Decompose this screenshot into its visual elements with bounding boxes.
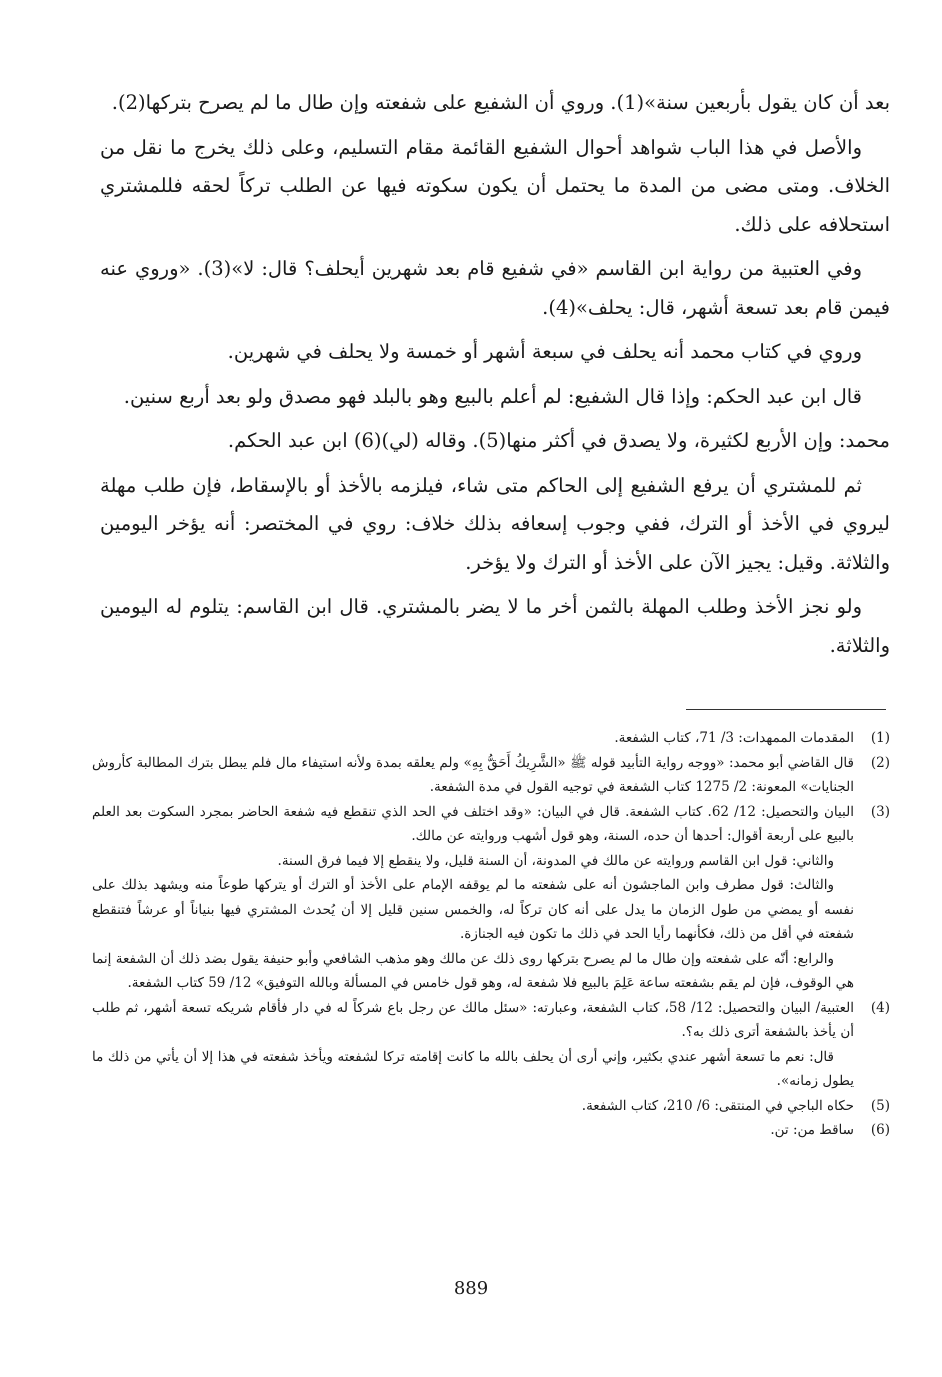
footnote-body xyxy=(92,1118,854,1143)
footnote-body xyxy=(92,1094,854,1119)
footnote-text: والثالث: قول مطرف وابن الماجشون أنه على شفعته ما لم يوقفه الإمام على الأخذ أو الترك أو يتركها طوعاً منه ويشهد بذلك على نفسه أو يمضي من طول الزمان ما يدل على أنه كان تركاً له، والخمس سنين قليل إلا أن يُحدث المشتري فيها بنياناً أو عرشاً فتنقطع شفعته في أقل من ذلك، فكأنهما رأيا الحد في ذلك ما تكون فيه الجنازة. xyxy=(92,877,854,942)
footnote-text: العتبية/ البيان والتحصيل: 12/ 58، كتاب الشفعة، وعبارته: «سئل مالك عن رجل باع شركاً له في دار فأقام شريكه تسعة أشهر، ثم طلب أن يأخذ بالشفعة أترى ذلك به؟. xyxy=(92,999,855,1040)
footnote xyxy=(92,751,890,800)
footnote-number: (2) xyxy=(870,754,890,771)
body-paragraph: والأصل في هذا الباب شواهد أحوال الشفيع القائمة مقام التسليم، وعلى ذلك يخرج ما نقل من الخلاف. ومتى مضى من المدة ما يحتمل أن يكون سكوته فيها عن الطلب تركاً لحقه فللمشتري استحلافه على ذلك. xyxy=(100,135,890,236)
footnote-body xyxy=(92,726,854,751)
body-paragraph: وروي في كتاب محمد أنه يحلف في سبعة أشهر أو خمسة ولا يحلف في شهرين. xyxy=(227,340,862,363)
footnote-number: (3) xyxy=(870,803,890,820)
footnote-number: (5) xyxy=(870,1097,890,1114)
footnote xyxy=(92,800,890,996)
body-paragraph: محمد: وإن الأربع لكثيرة، ولا يصدق في أكثر منها(5). وقاله (لي)(6) ابن عبد الحكم. xyxy=(227,429,890,452)
body-paragraph: ولو نجز الأخذ وطلب المهلة بالثمن أخر ما لا يضر بالمشتري. قال ابن القاسم: يتلوم له اليومين والثلاثة. xyxy=(100,595,890,657)
footnote xyxy=(92,1118,890,1143)
footnote xyxy=(92,726,890,751)
footnote-text: حكاه الباجي في المنتقى: 6/ 210، كتاب الشفعة. xyxy=(581,1097,854,1114)
body-paragraph: بعد أن كان يقول بأربعين سنة»(1). وروي أن الشفيع على شفعته وإن طال ما لم يصرح بتركها(2). xyxy=(111,91,890,114)
footnote-text: والرابع: أنّه على شفعته وإن طال ما لم يصرح بتركها روى ذلك عن مالك وهو مذهب الشافعي وأبو حنيفة يقول بضد ذلك أن الشفعة إنما هي الوقوف، فإن لم يقم بشفعته ساعة عَلِمَ بالبيع فلا شفعة له، وهو قول خامس في المسألة وبالله التوفيق» 12/ 59 كتاب الشفعة. xyxy=(92,950,854,991)
footnotes-section xyxy=(92,726,890,1143)
footnote-body xyxy=(92,751,854,800)
footnote-text: قال القاضي أبو محمد: «ووجه رواية التأبيد قوله ﷺ «الشَّرِيكُ أَحَقُّ بِهِ» ولم يعلقه بمدة ولأنه استيفاء مال فلم يبطل بترك المطالبة كأروش الجنايات» المعونة: 2/ 1275 كتاب الشفعة في توجيه القول في مدة الشفعة. xyxy=(92,754,854,795)
main-text xyxy=(100,84,890,671)
footnote-text: والثاني: قول ابن القاسم وروايته عن مالك في المدونة، أن السنة قليل، ولا ينقطع إلا فيما فرق السنة. xyxy=(277,852,834,869)
footnote-separator xyxy=(686,709,886,710)
body-paragraph: قال ابن عبد الحكم: وإذا قال الشفيع: لم أعلم بالبيع وهو بالبلد فهو مصدق ولو بعد أربع سنين. xyxy=(123,384,862,408)
page-number: 889 xyxy=(453,1278,489,1299)
footnote-number: (1) xyxy=(870,730,890,746)
body-paragraph: وفي العتبية من رواية ابن القاسم «في شفيع قام بعد شهرين أيحلف؟ قال: لا»(3). «وروي عنه فيمن قام بعد تسعة أشهر، قال: يحلف»(4). xyxy=(100,257,890,319)
footnote-text: المقدمات الممهدات: 3/ 71، كتاب الشفعة. xyxy=(614,730,854,746)
footnote-body xyxy=(92,800,854,996)
footnote-text: ساقط من: تن. xyxy=(770,1122,854,1138)
footnote-text: قال: نعم ما تسعة أشهر عندي بكثير، وإني أرى أن يحلف بالله ما كانت إقامته تركا لشفعته ويأخذ شفعته في هذا إلا أن يأتي من ذلك ما يطول زمانه». xyxy=(92,1048,854,1089)
footnote-body xyxy=(92,996,854,1094)
footnote-number: (6) xyxy=(870,1122,890,1138)
footnote-number: (4) xyxy=(870,999,890,1016)
footnote-text: البيان والتحصيل: 12/ 62. كتاب الشفعة. قال في البيان: «وقد اختلف في الحد الذي تنقطع فيه شفعة الحاضر بمجرد السكوت بعد العلم بالبيع على أربعة أقوال: أحدها أن حده، السنة، وهو قول أشهب وروايته عن مالك. xyxy=(92,803,854,844)
body-paragraph: ثم للمشتري أن يرفع الشفيع إلى الحاكم متى شاء، فيلزمه بالأخذ أو بالإسقاط، فإن طلب مهلة ليروي في الأخذ أو الترك، ففي وجوب إسعافه بذلك خلاف: روي في المختصر: أنه يؤخر اليومين والثلاثة. وقيل: يجيز الآن على الأخذ أو الترك ولا يؤخر. xyxy=(100,473,890,574)
footnote xyxy=(92,1094,890,1119)
footnote xyxy=(92,996,890,1094)
